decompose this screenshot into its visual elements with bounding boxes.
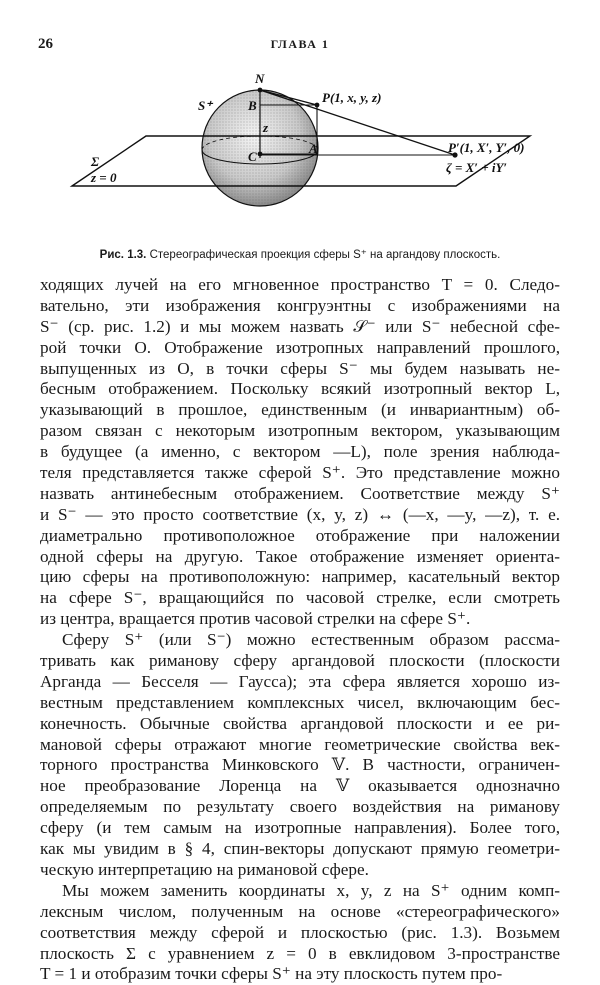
text-line: одной сферы на другую. Такое отображение изменяет ориента- bbox=[40, 546, 560, 566]
text-line: мановой сферы отражают многие геометрические свойства век- bbox=[40, 734, 560, 754]
paragraph bbox=[40, 630, 560, 881]
caption-label: Рис. 1.3. bbox=[99, 249, 147, 261]
paragraph bbox=[40, 881, 560, 985]
text-line: указывающий в прошлое, единственным (и инвариантным) об- bbox=[40, 400, 560, 420]
text-line: назвать антинебесным отображением. Соответствие между S⁺ bbox=[40, 483, 560, 503]
text-line: лексным числом, полученным на основе «стереографического» bbox=[40, 901, 560, 921]
text-line: рой точки O. Отображение изотропных направлений прошлого, bbox=[40, 337, 560, 357]
figure-caption bbox=[40, 247, 560, 261]
figure-stereographic-projection bbox=[60, 64, 550, 242]
label-B: B bbox=[248, 98, 257, 113]
label-A: A bbox=[309, 141, 318, 156]
text-line: и S⁻ — это просто соответствие (x, y, z) ↔ (—x, —y, —z), т. е. bbox=[40, 504, 560, 524]
text-line: как мы увидим в § 4, спин-векторы допускают прямую геометри- bbox=[40, 839, 560, 859]
label-z-eq-0: z = 0 bbox=[91, 170, 117, 185]
text-line: ное преобразование Лоренца на 𝕍 оказывается однозначно bbox=[40, 776, 560, 796]
text-line: выпущенных из O, в точки сферы S⁻ мы будем называть не- bbox=[40, 358, 560, 378]
text-line: S⁻ (ср. рис. 1.2) и мы можем назвать 𝒮⁻ или S⁻ небесной сфе- bbox=[40, 316, 560, 336]
text-line: в будущее (а именно, с вектором —L), поле зрения наблюда- bbox=[40, 442, 560, 462]
label-S-plus: S⁺ bbox=[198, 98, 213, 113]
text-line: бесным отображением. Поскольку всякий изотропный вектор L, bbox=[40, 379, 560, 399]
caption-text: Стереографическая проекция сферы S⁺ на аргандову плоскость. bbox=[149, 249, 501, 261]
text-line: диаметрально противоположное отображение при наложении bbox=[40, 525, 560, 545]
body-text bbox=[40, 275, 560, 985]
text-line: Мы можем заменить координаты x, y, z на S⁺ одним комп- bbox=[62, 880, 560, 900]
page-number: 26 bbox=[38, 36, 53, 52]
label-sigma: Σ bbox=[91, 154, 100, 169]
label-P: P(1, x, y, z) bbox=[322, 90, 382, 105]
text-line: торного пространства Минковского 𝕍. В частности, ограничен- bbox=[40, 755, 560, 775]
label-z: z bbox=[263, 120, 269, 135]
paragraph bbox=[40, 275, 560, 630]
text-line: на сфере S⁻, вращающийся по часовой стрелке, если смотреть bbox=[40, 588, 560, 608]
text-line: соответствия между сферой и плоскостью (рис. 1.3). Возьмем bbox=[40, 922, 560, 942]
text-line: определяемым по результату своего воздействия на риманову bbox=[40, 797, 560, 817]
text-line: ходящих лучей на его мгновенное пространство T = 0. Следо- bbox=[40, 275, 560, 294]
label-C: C bbox=[248, 149, 257, 164]
text-line: конечность. Обычные свойства аргандовой плоскости и ее ри- bbox=[40, 713, 560, 733]
figure-diagram bbox=[60, 64, 550, 242]
page-header bbox=[38, 36, 562, 56]
text-line: Арганда — Бесселя — Гаусса); эта сфера является хорошо из- bbox=[40, 671, 560, 691]
text-line: сферу (и тем самым на изотропные направления). Более того, bbox=[40, 818, 560, 838]
running-head: ГЛАВА 1 bbox=[270, 37, 330, 51]
text-line: теля представляется также сферой S⁺. Это представление можно bbox=[40, 463, 560, 483]
label-zeta: ζ = X′ + iY′ bbox=[446, 160, 508, 175]
text-line: из центра, вращается против часовой стрелки на сфере S⁺. bbox=[40, 609, 471, 629]
text-line: цию сферы на противоположную: например, касательный вектор bbox=[40, 567, 560, 587]
text-line: разом связан с некоторым изотропным вектором, указывающим bbox=[40, 421, 560, 441]
text-line: тривать как риманову сферу аргандовой плоскости (плоскости bbox=[40, 651, 560, 671]
text-line: вестным представлением комплексных чисел, включающим бес- bbox=[40, 692, 560, 712]
label-N: N bbox=[255, 71, 265, 86]
text-line: ческую интерпретацию на римановой сфере. bbox=[40, 859, 369, 879]
text-line: вательно, эти изображения конгруэнтны с изображениями на bbox=[40, 295, 560, 315]
text-line: плоскость Σ с уравнением z = 0 в евклидовом 3-пространстве bbox=[40, 943, 560, 963]
text-line: Сферу S⁺ (или S⁻) можно естественным образом рассма- bbox=[62, 630, 560, 650]
label-P-prime: P′(1, X′, Y′, 0) bbox=[448, 140, 525, 155]
text-line: T = 1 и отобразим точки сферы S⁺ на эту плоскость путем про- bbox=[40, 964, 503, 984]
